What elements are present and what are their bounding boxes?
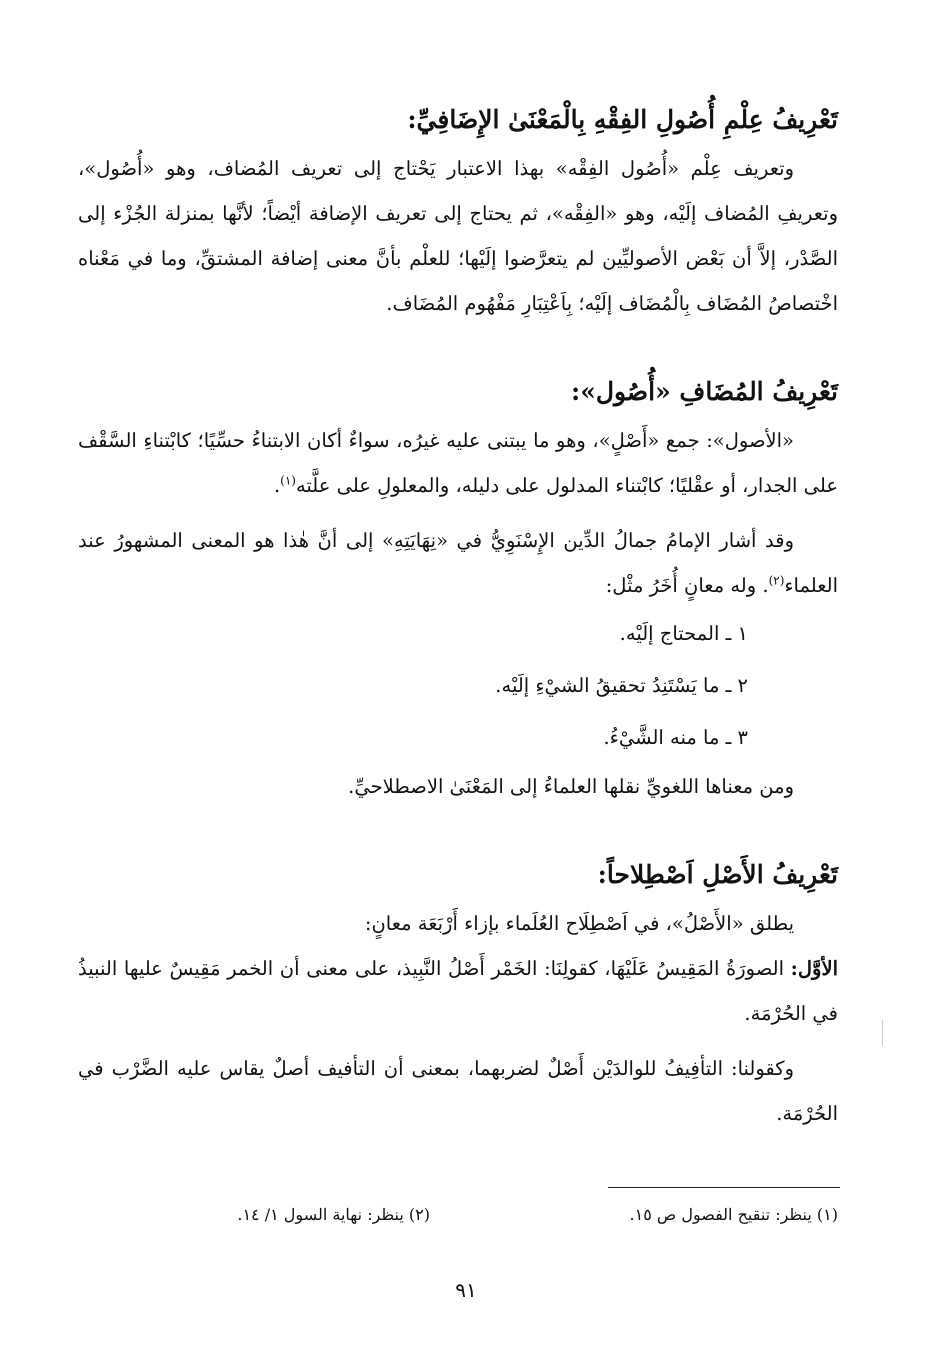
footnote-1: (١) ينظر: تنقيح الفصول ص ١٥. <box>629 1205 838 1224</box>
paragraph-additive-definition: وتعريف عِلْم «أُصُول الفِقْه» بهذا الاعتبار يَحْتاج إلى تعريف المُضاف، وهو «أُصُول»، وتعريفِ المُضاف إلَيْه، وهو «الفِقْه»، ثم يحتاج إلى تعريف الإضافة أيْضاً؛ لأنَّها بمنزلة الجُزْء إلى الصَّدْر، إلاَّ أن بَعْض الأصوليِّين لم يتعرَّضوا إلَيْها؛ للعلْم بأنَّ معنى إضافة المشتقِّ، وما في مَعْناه اخْتصاصُ المُضَاف بِالْمُضَاف إلَيْه؛ بِاَعْتِبَارِ مَفْهُوم المُضَاف. <box>78 157 838 315</box>
paragraph-intro: يطلق «الأَصْلُ»، في اَصْطِلَاح العُلَماء بإزاء أَرْبَعَة معانٍ: <box>364 912 794 935</box>
paragraph-isnawi <box>78 518 838 608</box>
footnote-ref-1[interactable]: (١) <box>280 473 296 488</box>
first-meaning-label: الأوَّل: <box>790 957 838 980</box>
footnote-ref-2[interactable]: (٢) <box>768 573 785 588</box>
section-heading-additive-definition: تَعْرِيفُ عِلْمِ أُصُولِ الفِقْهِ بِالْمَعْنَىٰ الإِضَافِيِّ: <box>407 105 838 134</box>
paragraph-first-meaning <box>78 946 838 1036</box>
first-meaning-text: الصورَةُ المَقِيسُ عَلَيْهَا، كقولِنَا: الخَمْر أَصْلُ النَّبِيذ، على معنى أن الخمر مَقِيسٌ عليها النبيذُ في الحُرْمَة. <box>78 957 838 1025</box>
page-body <box>78 100 838 1136</box>
section-heading-technical-definition: تَعْرِيفُ الأَصْلِ اَصْطِلاحاً: <box>597 860 838 889</box>
margin-mark <box>882 1020 883 1046</box>
paragraph-closing: ومن معناها اللغويِّ نقلها العلماءُ إلى المَعْنَىٰ الاصطلاحيِّ. <box>348 775 794 798</box>
paragraph-usul-plural <box>78 418 838 508</box>
list-item: ٢ ـ ما يَسْتَنِدُ تحقيقُ الشيْءِ إلَيْه. <box>495 674 748 697</box>
section-heading-usul-definition: تَعْرِيفُ المُضَافِ «أُصُول»: <box>570 377 838 406</box>
paragraph-usul-plural-text: «الأصول»: جمع «أَصْلٍ»، وهو ما يبتنى عليه غيرُه، سواءٌ أكان الابتناءُ حسِّيًا؛ كابْتناءِ السَّقْف على الجدار، أو عقْليًا؛ كابْتناء المدلول على دليله، والمعلولِ على علَّته <box>78 429 838 497</box>
paragraph-isnawi-text: وقد أشار الإمامُ جمالُ الدِّين الإِسْنَوِيُّ في «نِهَايَتِهِ» إلى أنَّ هٰذا هو المعنى المشهورُ عند العلماء <box>78 529 838 597</box>
list-item: ١ ـ المحتاج إلَيْه. <box>619 622 748 645</box>
footnote-divider <box>608 1187 840 1188</box>
paragraph-usul-plural-end: . <box>273 474 281 497</box>
paragraph-isnawi-end: . وله معانٍ أُخَرُ مثْل: <box>605 574 769 597</box>
paragraph-second-example: وكقولنا: التأفِيفُ للوالدَيْن أَصْلٌ لضربهما، بمعنى أن التأفيف أصلٌ يقاس عليه الضَّرْب في الحُرْمَة. <box>78 1057 838 1125</box>
footnote-2: (٢) ينظر: نهاية السول ١/ ١٤. <box>237 1205 430 1224</box>
list-item: ٣ ـ ما منه الشَّيْءُ. <box>603 726 748 749</box>
page-number: ٩١ <box>455 1278 477 1302</box>
